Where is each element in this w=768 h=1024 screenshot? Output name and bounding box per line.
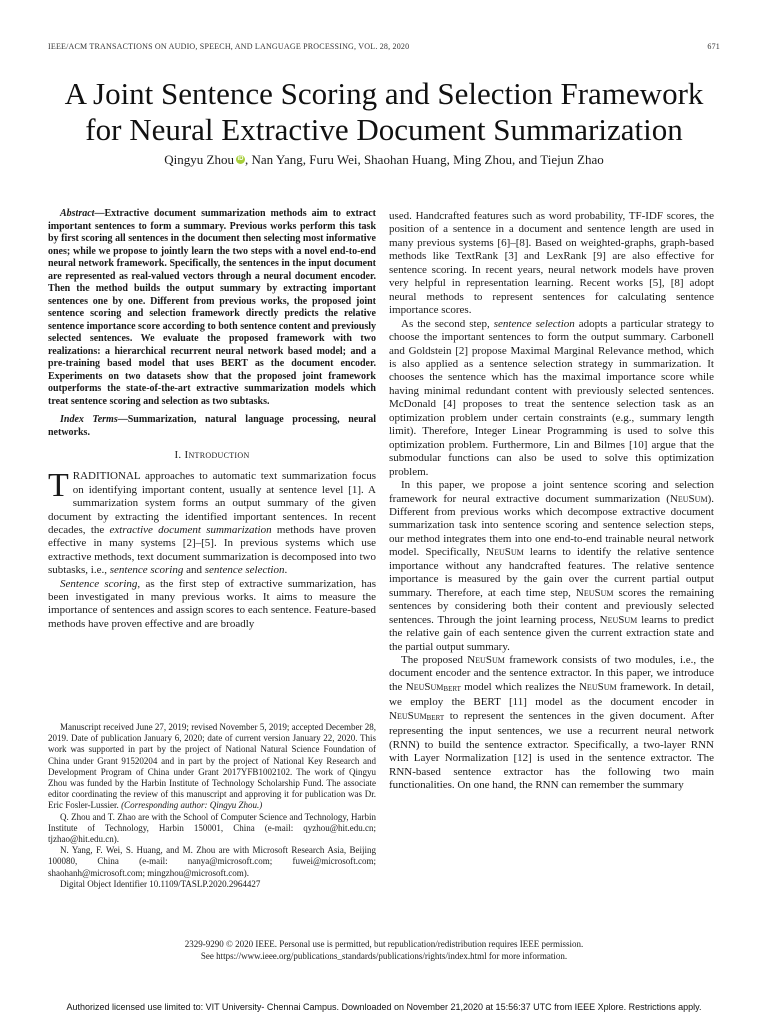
section-title: Introduction	[184, 449, 250, 461]
intro-p1-b: methods have proven effective in many systems [2]–[5]. In previous systems which use extractive methods, text document summarization is decomposed into two subtasks, i.e.,	[48, 524, 376, 577]
intro-p2-text: , as the first step of extractive summarization, has been investigated in many previous works. It aims to measure the importance of sentences and assign scores to each sentence. Feature-based methods have proven effective and are broadly	[48, 577, 376, 630]
right-paragraph-3	[389, 479, 714, 654]
copyright-notice	[40, 938, 728, 962]
intro-p1-em: extractive document summarization	[109, 524, 272, 537]
neusum-term: NeuSum	[467, 653, 505, 666]
neusum-term: NeuSum	[486, 546, 524, 559]
section-number: I.	[174, 449, 182, 461]
right-p3-d: scores the remaining sentences by considering both their content and previously selected sentences. Through the joint learning process,	[389, 586, 714, 626]
abstract-text: —Extractive document summarization methods aim to extract important sentences to form a summary. Previous works perform this task by first scoring all sentences in the document then selecting most informative ones; while we propose to jointly learn the two steps with a novel end-to-end neural network framework. Specifically, the sentences in the input document are represented as real-valued vectors through a neural document encoder. Then the method builds the output summary by extracting important sentences one by one. Different from previous works, the proposed joint sentence scoring and selection framework directly predicts the relative sentence importance score according to both sentence content and previously selected sentences. We evaluate the proposed framework with two realizations: a hierarchical recurrent neural network based model; and a pre-training based model that uses BERT as the document encoder. Experiments on two datasets show that the proposed joint framework outperforms the state-of-the-art extractive summarization models which treat sentence scoring and selection as two subtasks.	[48, 208, 376, 407]
drop-cap: T	[48, 467, 69, 505]
intro-p1-d: .	[284, 564, 288, 577]
neusum-term: NeuSum	[389, 709, 427, 722]
intro-p1-em3: sentence selection	[204, 564, 285, 577]
right-p2-em: sentence selection	[493, 317, 575, 330]
right-p4-b: framework consists of two modules, i.e., the document encoder and the sentence extractor. In this paper, we introduce the	[389, 653, 714, 693]
right-p2-a: As the second step,	[401, 317, 494, 330]
paper-title	[30, 76, 738, 148]
right-p3-b: ). Different from previous works which decompose extractive document summarization task into sentence scoring and sentence selection steps, our method integrates them into one end-to-end trainable neural network model. Specifically,	[389, 492, 714, 559]
right-p4-a: The proposed	[401, 653, 468, 666]
running-head	[48, 42, 720, 51]
intro-p1-c: and	[183, 564, 205, 577]
section-heading	[48, 449, 376, 462]
title-line-1: A Joint Sentence Scoring and Selection Framework	[64, 76, 704, 111]
neusum-term: NeuSum	[405, 680, 444, 693]
first-author: Qingyu Zhou	[164, 152, 234, 167]
right-column	[389, 210, 714, 792]
intro-p1-em2: sentence scoring	[109, 564, 184, 577]
neusum-term: NeuSum	[578, 680, 617, 693]
neusum-term: NeuSum	[669, 492, 708, 505]
journal-name: IEEE/ACM TRANSACTIONS ON AUDIO, SPEECH, AND LANGUAGE PROCESSING, VOL. 28, 2020	[48, 42, 410, 51]
right-paragraph-4	[389, 654, 714, 793]
right-p4-d: framework. In detail, we employ the BERT [11] model as the document encoder in	[389, 680, 714, 709]
copyright-line-1: 2329-9290 © 2020 IEEE. Personal use is permitted, but republication/redistribution requires IEEE permission.	[184, 939, 584, 949]
footnotes	[48, 722, 376, 890]
abstract-label: Abstract	[60, 208, 95, 219]
other-authors: , Nan Yang, Furu Wei, Shaohan Huang, Ming Zhou, and Tiejun Zhao	[244, 152, 604, 167]
intro-paragraph-2	[48, 578, 376, 632]
left-column	[48, 208, 376, 631]
right-paragraph-1: used. Handcrafted features such as word probability, TF-IDF scores, the position of a sentence in a document and sentence length are used in many previous systems [6]–[8]. Based on weighted-graphs, graph-based methods like TextRank [3] and LexRank [9] are also effective for sentence scoring. In recent years, neural network models have proven very helpful in representation learning. Recent works [5], [8] adopt neural methods to represent sentences for calculating sentence importance scores.	[389, 210, 714, 317]
right-paragraph-2	[389, 318, 714, 479]
right-p2-b: adopts a particular strategy to choose the important sentences to form the output summary. Carbonell and Goldstein [2] propose Maximal Marginal Relevance method, which is also applied as a sentence selection strategy in summarization. It chooses the sentence which has the maximal importance score while having minimal redundant content with previously selected sentences. McDonald [4] proposes to treat the sentence selection task as an optimization problem under certain constraints (e.g., summary length limit). Therefore, Integer Linear Programming is used to solve this optimization problem. Furthermore, Lin and Bilmes [10] argue that the submodular functions can also be used to solve this optimization problem.	[389, 317, 714, 478]
footnote-affiliation-1: Q. Zhou and T. Zhao are with the School of Computer Science and Technology, Harbin Institute of Technology, Harbin 150001, China (e-mail: qyzhou@hit.edu.cn; tjzhao@hit.edu.cn).	[48, 811, 376, 845]
bert-subscript: BERT	[426, 713, 445, 722]
bert-subscript: BERT	[443, 684, 461, 693]
right-p4-e: to represent the sentences in the given document. After representing the input sentences, we use a recurrent neural network (RNN) to build the sentence extractor. Specifically, a two-layer RNN with Layer Normalization [12] is used in the sentence extractor. The RNN-based sentence extractor has the following two main functionalities. On one hand, the RNN can remember the summary	[389, 709, 714, 792]
index-terms-label: Index Terms	[60, 414, 118, 425]
neusum-term: NeuSum	[575, 586, 614, 599]
right-p4-c: model which realizes the	[460, 680, 579, 693]
right-p3-e: learns to predict the relative gain of each sentence given the current extraction state and the partial output summary.	[389, 613, 714, 653]
intro-paragraph-1	[48, 467, 376, 577]
abstract	[48, 208, 376, 408]
license-notice: Authorized licensed use limited to: VIT University- Chennai Campus. Downloaded on November 21,2020 at 15:56:37 UTC from IEEE Xplore. Restrictions apply.	[66, 1002, 702, 1012]
footnote-1-em: (Corresponding author: Qingyu Zhou.)	[121, 800, 263, 811]
footnote-affiliation-2: N. Yang, F. Wei, S. Huang, and M. Zhou are with Microsoft Research Asia, Beijing 100080, China (e-mail: nanya@microsoft.com; fuwei@microsoft.com; shaohanh@microsoft.com; mingzhou@microsoft.com).	[48, 845, 376, 878]
footnote-manuscript	[48, 722, 376, 812]
title-line-2: for Neural Extractive Document Summarization	[85, 112, 683, 147]
right-p3-c: learns to identify the relative sentence importance without any handcrafted features. The relative sentence importance is measured by the gain over the current partial output summary. Therefore, at each time step,	[389, 546, 714, 599]
index-terms-text: —Summarization, natural language processing, neural networks.	[48, 414, 377, 438]
orcid-icon[interactable]: iD	[237, 156, 244, 162]
footnote-1-text: Manuscript received June 27, 2019; revised November 5, 2019; accepted December 28, 2019. Date of publication January 6, 2020; date of current version January 22, 2020. This work was supported in part by the project of National Natural Science Foundation of China under Grant 91520204 and in part by the project of National Key Research and Development Program of China under Grant 2017YFB1002102. The work of Qingyu Zhou was funded by the Harbin Institute of Technology Scholarship Fund. The associate editor coordinating the review of this manuscript and approving it for publication was Dr. Eric Fosler-Lussier.	[48, 722, 376, 811]
right-p3-a: In this paper, we propose a joint sentence scoring and selection framework for neural extractive document summarization (	[389, 479, 714, 505]
intro-p1-a: RADITIONAL approaches to automatic text summarization focus on identifying important content, usually at sentence level [1]. A summarization system forms an output summary of the given document by extracting the identified important sentences. In recent decades, the	[48, 470, 376, 537]
author-list	[40, 152, 728, 168]
neusum-term: NeuSum	[599, 613, 638, 626]
copyright-line-2: See https://www.ieee.org/publications_standards/publications/rights/index.html for more information.	[200, 951, 568, 961]
intro-p2-em: Sentence scoring	[60, 577, 138, 590]
page-number: 671	[707, 42, 720, 51]
index-terms	[48, 414, 376, 439]
footnote-doi: Digital Object Identifier 10.1109/TASLP.2020.2964427	[60, 878, 261, 889]
